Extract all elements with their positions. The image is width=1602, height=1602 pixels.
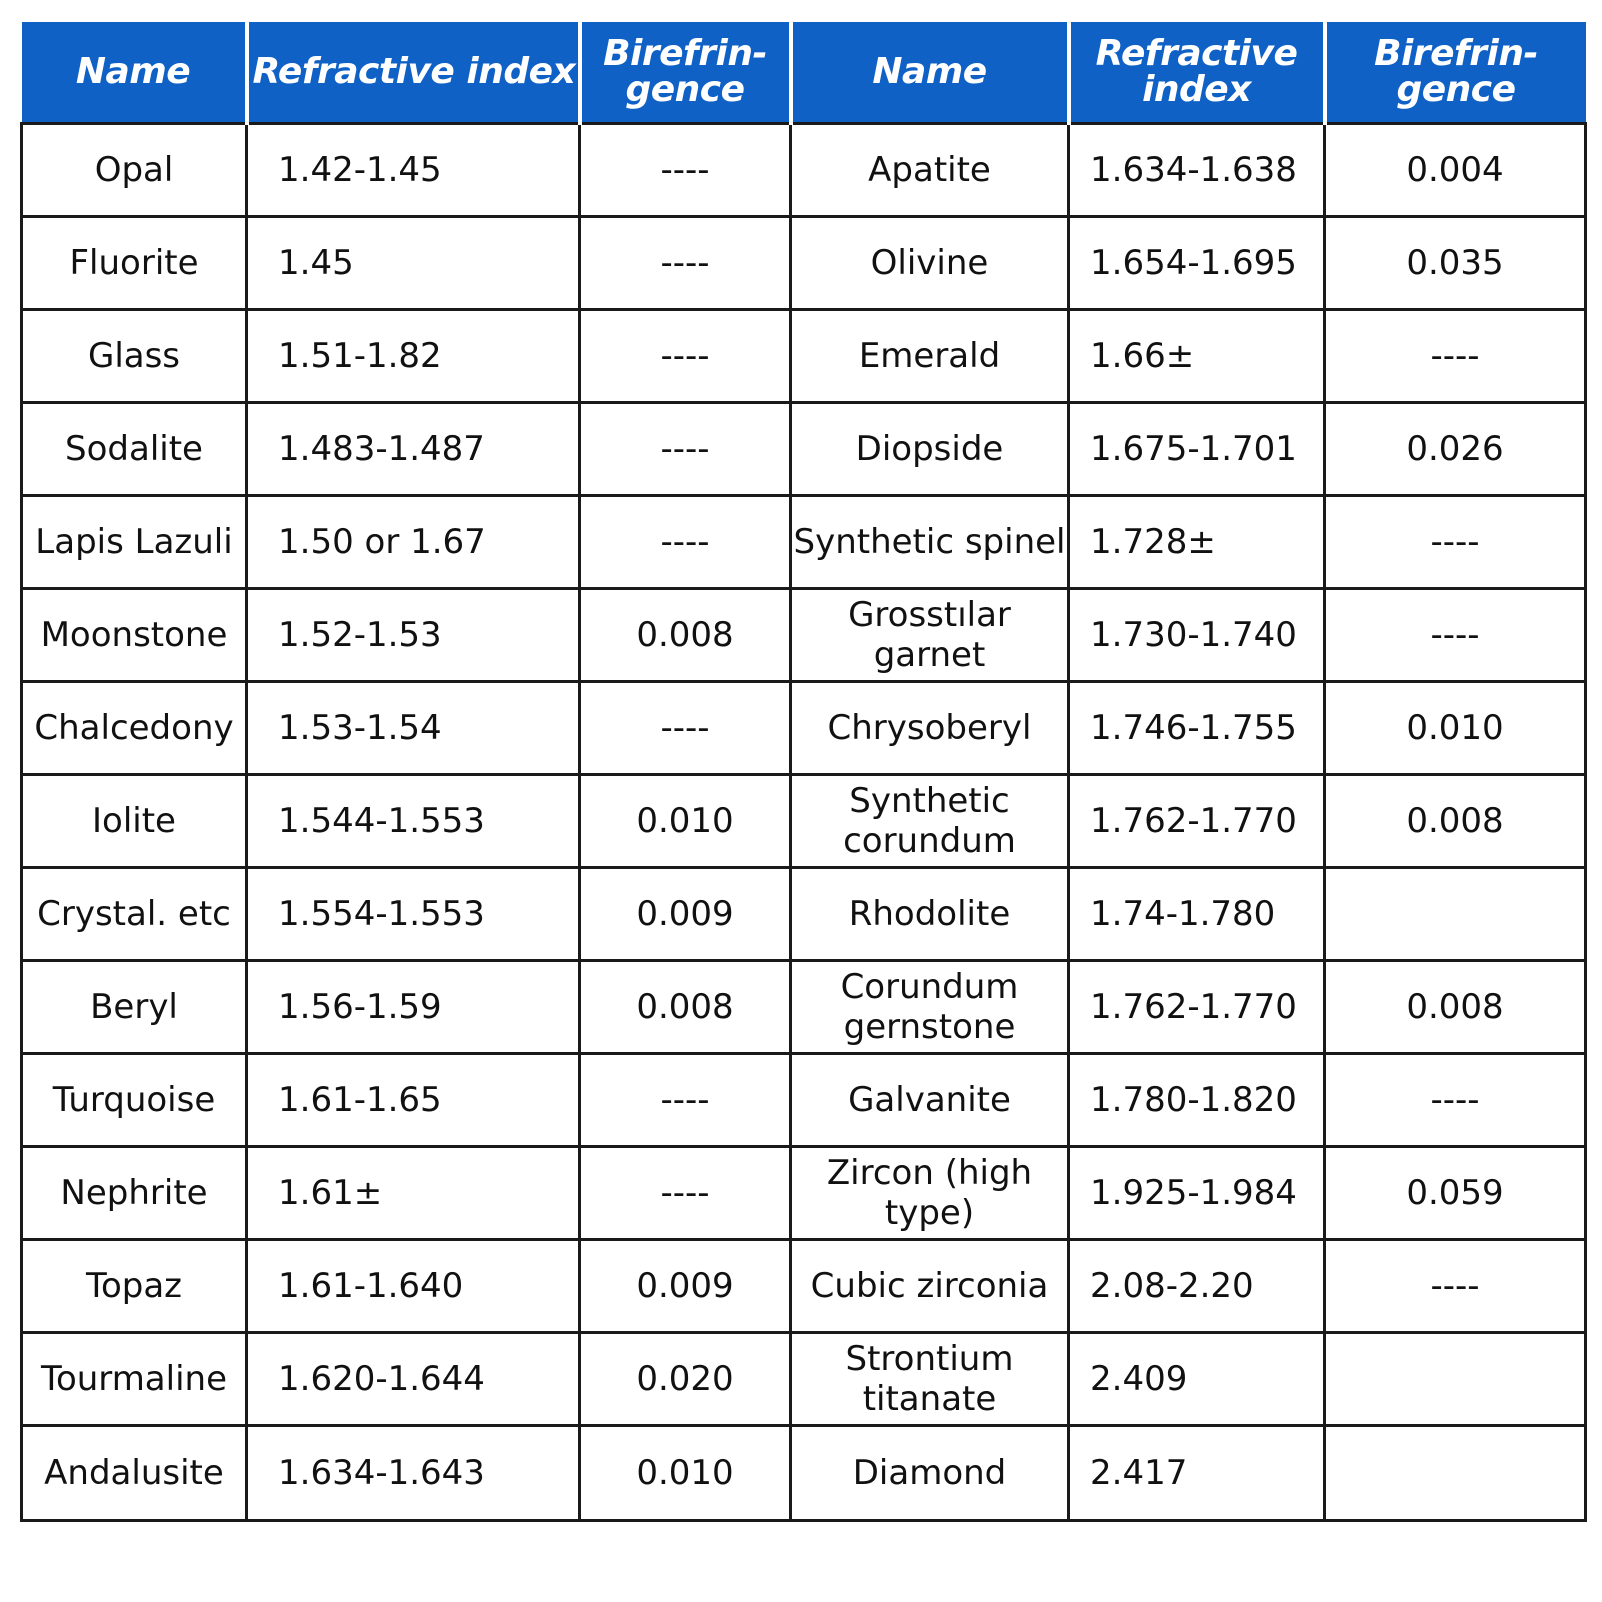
gem-name-left: Opal (22, 124, 247, 217)
refractive-index-right: 1.634-1.638 (1069, 124, 1325, 217)
birefringence-left: 0.008 (580, 961, 791, 1054)
refractive-index-left: 1.61-1.65 (247, 1054, 580, 1147)
gem-name-left: Chalcedony (22, 682, 247, 775)
birefringence-right: 0.059 (1325, 1147, 1586, 1240)
gem-name-left: Crystal. etc (22, 868, 247, 961)
refractive-index-right: 1.762-1.770 (1069, 775, 1325, 868)
refractive-index-right: 2.417 (1069, 1426, 1325, 1521)
gem-name-left: Turquoise (22, 1054, 247, 1147)
birefringence-right: 0.008 (1325, 961, 1586, 1054)
birefringence-right: ---- (1325, 589, 1586, 682)
gem-name-right: Synthetic spinel (791, 496, 1069, 589)
birefringence-right: 0.004 (1325, 124, 1586, 217)
birefringence-left: 0.009 (580, 868, 791, 961)
gem-name-right: Emerald (791, 310, 1069, 403)
gem-name-right: Corundum gernstone (791, 961, 1069, 1054)
table-row (22, 682, 1586, 775)
refractive-index-table (20, 22, 1587, 1522)
refractive-index-left: 1.42-1.45 (247, 124, 580, 217)
birefringence-left: ---- (580, 496, 791, 589)
refractive-index-right: 1.66± (1069, 310, 1325, 403)
table-body (22, 124, 1586, 1521)
refractive-index-right: 1.74-1.780 (1069, 868, 1325, 961)
header-name-right: Name (791, 22, 1069, 124)
birefringence-left: 0.020 (580, 1333, 791, 1426)
gem-name-right: Zircon (high type) (791, 1147, 1069, 1240)
birefringence-right (1325, 1426, 1586, 1521)
birefringence-left: ---- (580, 217, 791, 310)
refractive-index-left: 1.554-1.553 (247, 868, 580, 961)
birefringence-left: 0.010 (580, 1426, 791, 1521)
birefringence-left: 0.008 (580, 589, 791, 682)
refractive-index-right: 1.728± (1069, 496, 1325, 589)
gem-name-right: Grosstılar garnet (791, 589, 1069, 682)
gem-name-right: Diopside (791, 403, 1069, 496)
header-refractive-index-right: Refractive index (1069, 22, 1325, 124)
table-header (22, 22, 1586, 124)
refractive-index-right: 1.675-1.701 (1069, 403, 1325, 496)
gem-name-left: Moonstone (22, 589, 247, 682)
refractive-index-right: 2.08-2.20 (1069, 1240, 1325, 1333)
birefringence-left: 0.010 (580, 775, 791, 868)
header-birefringence-left: Birefrin- gence (580, 22, 791, 124)
refractive-index-right: 1.925-1.984 (1069, 1147, 1325, 1240)
birefringence-right: ---- (1325, 1240, 1586, 1333)
table-row (22, 403, 1586, 496)
gem-name-left: Fluorite (22, 217, 247, 310)
refractive-index-right: 1.746-1.755 (1069, 682, 1325, 775)
gem-name-left: Lapis Lazuli (22, 496, 247, 589)
birefringence-right: 0.008 (1325, 775, 1586, 868)
gem-name-right: Strontium titanate (791, 1333, 1069, 1426)
refractive-index-left: 1.45 (247, 217, 580, 310)
table-row (22, 589, 1586, 682)
birefringence-right (1325, 868, 1586, 961)
refractive-index-right: 1.654-1.695 (1069, 217, 1325, 310)
gem-name-left: Glass (22, 310, 247, 403)
refractive-index-left: 1.56-1.59 (247, 961, 580, 1054)
table-row (22, 1240, 1586, 1333)
refractive-index-left: 1.620-1.644 (247, 1333, 580, 1426)
gem-name-left: Sodalite (22, 403, 247, 496)
refractive-index-left: 1.483-1.487 (247, 403, 580, 496)
birefringence-right (1325, 1333, 1586, 1426)
refractive-index-left: 1.52-1.53 (247, 589, 580, 682)
refractive-index-right: 2.409 (1069, 1333, 1325, 1426)
birefringence-left: 0.009 (580, 1240, 791, 1333)
gem-name-left: Beryl (22, 961, 247, 1054)
gem-name-left: Andalusite (22, 1426, 247, 1521)
header-birefringence-right: Birefrin- gence (1325, 22, 1586, 124)
refractive-index-left: 1.50 or 1.67 (247, 496, 580, 589)
birefringence-left: ---- (580, 1147, 791, 1240)
gem-name-left: Iolite (22, 775, 247, 868)
refractive-index-left: 1.51-1.82 (247, 310, 580, 403)
table-row (22, 310, 1586, 403)
refractive-index-right: 1.762-1.770 (1069, 961, 1325, 1054)
table-row (22, 961, 1586, 1054)
header-refractive-index-left: Refractive index (247, 22, 580, 124)
birefringence-right: 0.026 (1325, 403, 1586, 496)
gem-name-right: Galvanite (791, 1054, 1069, 1147)
gem-name-right: Cubic zirconia (791, 1240, 1069, 1333)
birefringence-right: 0.035 (1325, 217, 1586, 310)
birefringence-right: ---- (1325, 496, 1586, 589)
gem-name-right: Synthetic corundum (791, 775, 1069, 868)
gem-name-right: Diamond (791, 1426, 1069, 1521)
refractive-index-left: 1.61± (247, 1147, 580, 1240)
table-row (22, 124, 1586, 217)
refractive-index-table-container (20, 22, 1584, 1522)
table-row (22, 775, 1586, 868)
gem-name-left: Tourmaline (22, 1333, 247, 1426)
table-row (22, 1426, 1586, 1521)
birefringence-left: ---- (580, 403, 791, 496)
table-row (22, 496, 1586, 589)
refractive-index-left: 1.634-1.643 (247, 1426, 580, 1521)
gem-name-right: Apatite (791, 124, 1069, 217)
refractive-index-right: 1.780-1.820 (1069, 1054, 1325, 1147)
table-row (22, 1054, 1586, 1147)
gem-name-right: Olivine (791, 217, 1069, 310)
birefringence-right: ---- (1325, 1054, 1586, 1147)
table-row (22, 1147, 1586, 1240)
birefringence-left: ---- (580, 682, 791, 775)
birefringence-right: ---- (1325, 310, 1586, 403)
refractive-index-left: 1.61-1.640 (247, 1240, 580, 1333)
refractive-index-left: 1.544-1.553 (247, 775, 580, 868)
birefringence-left: ---- (580, 124, 791, 217)
refractive-index-left: 1.53-1.54 (247, 682, 580, 775)
gem-name-left: Topaz (22, 1240, 247, 1333)
table-row (22, 868, 1586, 961)
birefringence-left: ---- (580, 1054, 791, 1147)
refractive-index-right: 1.730-1.740 (1069, 589, 1325, 682)
gem-name-right: Chrysoberyl (791, 682, 1069, 775)
table-row (22, 1333, 1586, 1426)
header-row (22, 22, 1586, 124)
gem-name-left: Nephrite (22, 1147, 247, 1240)
table-row (22, 217, 1586, 310)
gem-name-right: Rhodolite (791, 868, 1069, 961)
birefringence-right: 0.010 (1325, 682, 1586, 775)
header-name-left: Name (22, 22, 247, 124)
birefringence-left: ---- (580, 310, 791, 403)
